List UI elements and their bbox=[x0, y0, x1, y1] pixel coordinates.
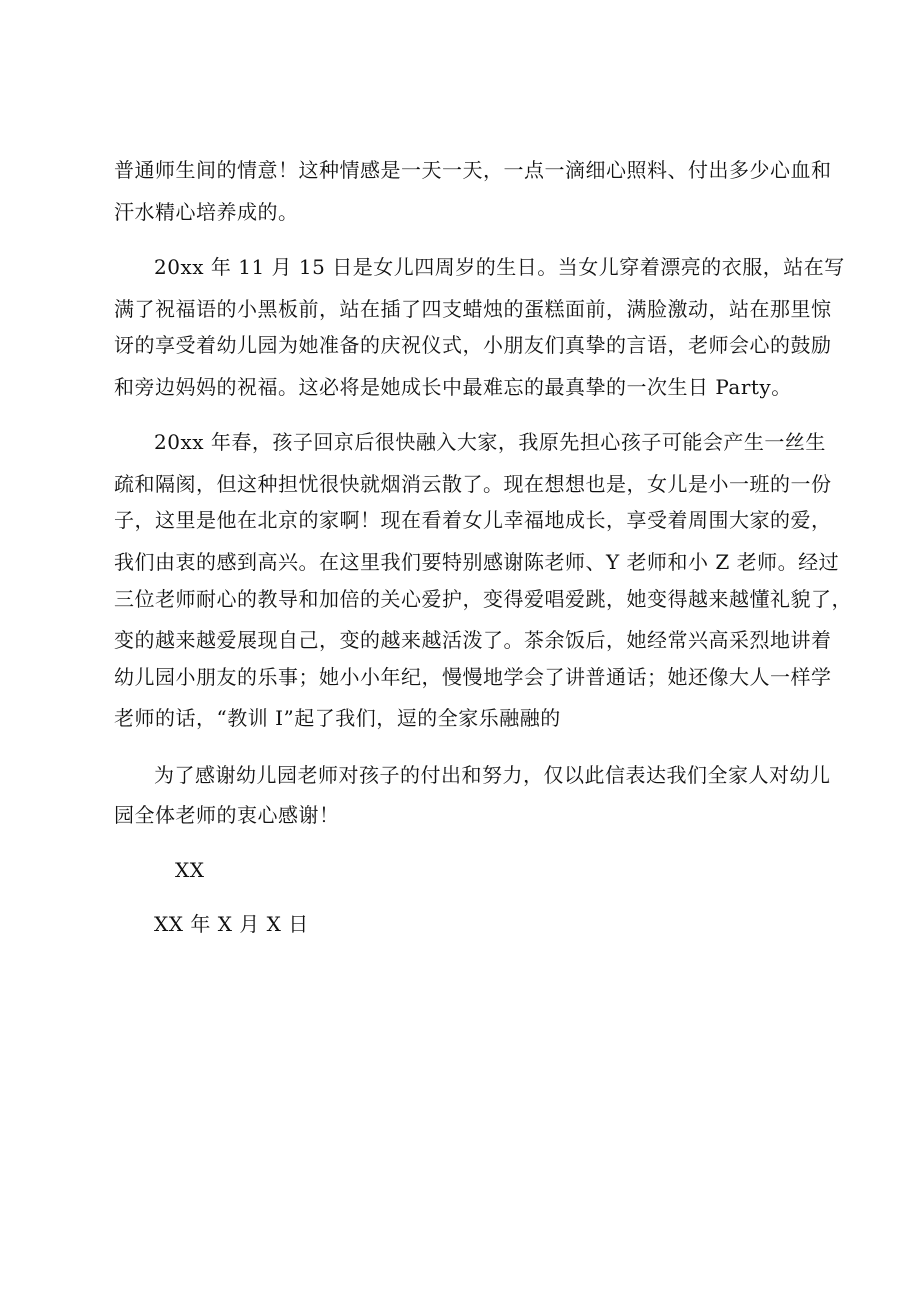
paragraph-line: 满了祝福语的小黑板前，站在插了四支蜡烛的蛋糕面前，满脸激动，站在那里惊 bbox=[114, 297, 832, 321]
paragraph-line: 讶的享受着幼儿园为她准备的庆祝仪式，小朋友们真挚的言语，老师会心的鼓励 bbox=[114, 333, 832, 357]
paragraph-line: 疏和隔阂，但这种担忧很快就烟消云散了。现在想想也是，女儿是小一班的一份 bbox=[114, 472, 832, 496]
signature: XX bbox=[175, 858, 205, 882]
paragraph-line: 为了感谢幼儿园老师对孩子的付出和努力，仅以此信表达我们全家人对幼儿 bbox=[154, 763, 831, 787]
paragraph-line: 我们由衷的感到高兴。在这里我们要特别感谢陈老师、Y 老师和小 Z 老师。经过 bbox=[114, 550, 840, 574]
letter-date: XX 年 X 月 X 日 bbox=[154, 912, 309, 936]
paragraph-line: 20xx 年春，孩子回京后很快融入大家，我原先担心孩子可能会产生一丝生 bbox=[154, 430, 826, 454]
paragraph-line: 普通师生间的情意！这种情感是一天一天，一点一滴细心照料、付出多少心血和 bbox=[114, 158, 832, 182]
paragraph-line: 幼儿园小朋友的乐事；她小小年纪，慢慢地学会了讲普通话；她还像大人一样学 bbox=[114, 665, 832, 689]
paragraph-line: 园全体老师的衷心感谢！ bbox=[114, 803, 340, 827]
paragraph-line: 和旁边妈妈的祝福。这必将是她成长中最难忘的最真挚的一次生日 Party。 bbox=[114, 375, 792, 399]
paragraph-line: 老师的话，“教训 I”起了我们，逗的全家乐融融的 bbox=[114, 706, 561, 730]
paragraph-line: 三位老师耐心的教导和加倍的关心爱护，变得爱唱爱跳，她变得越来越懂礼貌了， bbox=[114, 587, 852, 611]
paragraph-line: 子，这里是他在北京的家啊！现在看着女儿幸福地成长，享受着周围大家的爱， bbox=[114, 508, 832, 532]
paragraph-line: 变的越来越爱展现自己，变的越来越活泼了。茶余饭后，她经常兴高采烈地讲着 bbox=[114, 628, 832, 652]
paragraph-line: 汗水精心培养成的。 bbox=[114, 200, 299, 224]
paragraph-line: 20xx 年 11 月 15 日是女儿四周岁的生日。当女儿穿着漂亮的衣服，站在写 bbox=[154, 255, 845, 279]
